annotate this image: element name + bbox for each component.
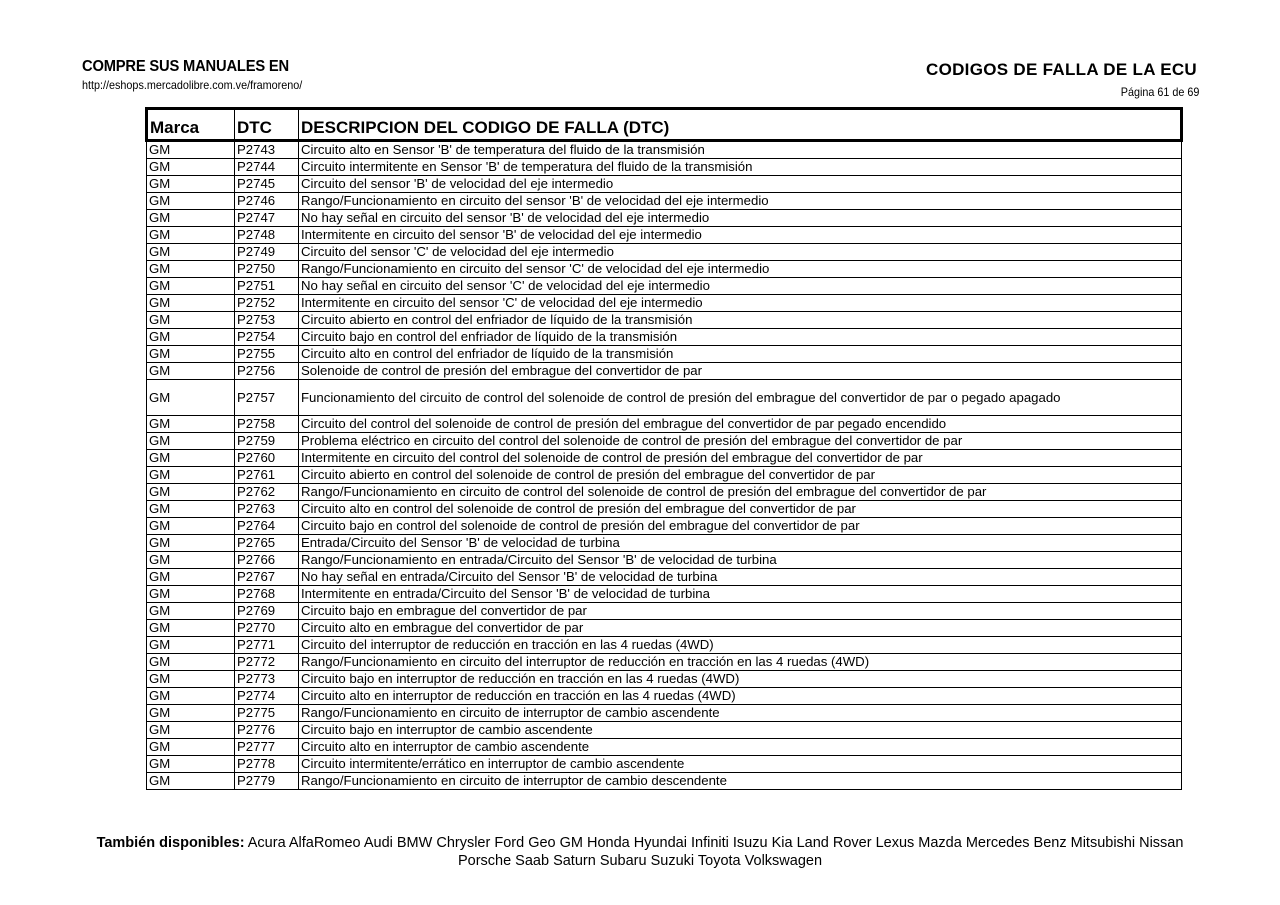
- column-header-dtc: DTC: [235, 109, 299, 141]
- cell-description: Circuito alto en control del solenoide de control de presión del embrague del convertidor de par: [299, 501, 1182, 518]
- cell-marca: GM: [147, 688, 235, 705]
- cell-description: Circuito alto en control del enfriador de líquido de la transmisión: [299, 346, 1182, 363]
- cell-description: Circuito bajo en embrague del convertidor de par: [299, 603, 1182, 620]
- cell-marca: GM: [147, 312, 235, 329]
- table-row: [147, 569, 1182, 586]
- cell-dtc-code: P2751: [235, 278, 299, 295]
- cell-description: Circuito del sensor 'C' de velocidad del eje intermedio: [299, 244, 1182, 261]
- table-row: [147, 603, 1182, 620]
- table-row: [147, 210, 1182, 227]
- cell-description: Rango/Funcionamiento en circuito de control del solenoide de control de presión del embrague del convertidor de par: [299, 484, 1182, 501]
- cell-description: Rango/Funcionamiento en circuito del sensor 'C' de velocidad del eje intermedio: [299, 261, 1182, 278]
- table-row: [147, 380, 1182, 416]
- cell-description: Rango/Funcionamiento en entrada/Circuito del Sensor 'B' de velocidad de turbina: [299, 552, 1182, 569]
- table-row: [147, 586, 1182, 603]
- table-row: [147, 722, 1182, 739]
- cell-dtc-code: P2756: [235, 363, 299, 380]
- table-row: [147, 535, 1182, 552]
- document-title: CODIGOS DE FALLA DE LA ECU: [926, 60, 1197, 79]
- cell-marca: GM: [147, 603, 235, 620]
- cell-marca: GM: [147, 620, 235, 637]
- table-row: [147, 501, 1182, 518]
- cell-dtc-code: P2777: [235, 739, 299, 756]
- cell-dtc-code: P2778: [235, 756, 299, 773]
- table-row: [147, 346, 1182, 363]
- cell-description: No hay señal en circuito del sensor 'C' de velocidad del eje intermedio: [299, 278, 1182, 295]
- cell-description: Circuito abierto en control del solenoide de control de presión del embrague del convertidor de par: [299, 467, 1182, 484]
- cell-dtc-code: P2773: [235, 671, 299, 688]
- cell-marca: GM: [147, 433, 235, 450]
- cell-marca: GM: [147, 329, 235, 346]
- table-row: [147, 176, 1182, 193]
- table-row: [147, 193, 1182, 210]
- cell-description: Circuito del control del solenoide de control de presión del embrague del convertidor de par pegado encendido: [299, 416, 1182, 433]
- table-row: [147, 671, 1182, 688]
- cell-description: Circuito bajo en interruptor de cambio ascendente: [299, 722, 1182, 739]
- cell-dtc-code: P2763: [235, 501, 299, 518]
- table-row: [147, 329, 1182, 346]
- cell-description: Circuito alto en Sensor 'B' de temperatura del fluido de la transmisión: [299, 141, 1182, 159]
- cell-marca: GM: [147, 227, 235, 244]
- cell-marca: GM: [147, 261, 235, 278]
- cell-marca: GM: [147, 278, 235, 295]
- table-row: [147, 739, 1182, 756]
- table-row: [147, 688, 1182, 705]
- cell-marca: GM: [147, 450, 235, 467]
- cell-description: Intermitente en circuito del sensor 'C' de velocidad del eje intermedio: [299, 295, 1182, 312]
- footer-label: También disponibles:: [96, 835, 245, 851]
- cell-dtc-code: P2754: [235, 329, 299, 346]
- cell-description: Circuito alto en embrague del convertidor de par: [299, 620, 1182, 637]
- column-header-marca: Marca: [147, 109, 235, 141]
- cell-marca: GM: [147, 501, 235, 518]
- table-row: [147, 312, 1182, 329]
- page-number: Página 61 de 69: [1120, 85, 1199, 99]
- cell-marca: GM: [147, 739, 235, 756]
- column-header-description: DESCRIPCION DEL CODIGO DE FALLA (DTC): [299, 109, 1182, 141]
- table-row: [147, 261, 1182, 278]
- table-row: [147, 518, 1182, 535]
- table-row: [147, 637, 1182, 654]
- cell-description: Rango/Funcionamiento en circuito de interruptor de cambio ascendente: [299, 705, 1182, 722]
- table-row: [147, 416, 1182, 433]
- cell-description: Rango/Funcionamiento en circuito del sensor 'B' de velocidad del eje intermedio: [299, 193, 1182, 210]
- cell-description: Circuito alto en interruptor de reducción en tracción en las 4 ruedas (4WD): [299, 688, 1182, 705]
- cell-marca: GM: [147, 159, 235, 176]
- cell-description: Circuito abierto en control del enfriador de líquido de la transmisión: [299, 312, 1182, 329]
- cell-marca: GM: [147, 671, 235, 688]
- cell-description: Circuito del sensor 'B' de velocidad del eje intermedio: [299, 176, 1182, 193]
- cell-dtc-code: P2761: [235, 467, 299, 484]
- store-url-link[interactable]: http://eshops.mercadolibre.com.ve/framoreno/: [82, 78, 303, 92]
- cell-dtc-code: P2748: [235, 227, 299, 244]
- cell-marca: GM: [147, 518, 235, 535]
- cell-dtc-code: P2768: [235, 586, 299, 603]
- cell-dtc-code: P2743: [235, 141, 299, 159]
- cell-marca: GM: [147, 637, 235, 654]
- cell-marca: GM: [147, 346, 235, 363]
- cell-marca: GM: [147, 380, 235, 416]
- cell-dtc-code: P2775: [235, 705, 299, 722]
- cell-dtc-code: P2779: [235, 773, 299, 790]
- cell-description: Circuito bajo en control del enfriador de líquido de la transmisión: [299, 329, 1182, 346]
- cell-dtc-code: P2744: [235, 159, 299, 176]
- cell-dtc-code: P2774: [235, 688, 299, 705]
- cell-dtc-code: P2764: [235, 518, 299, 535]
- cell-dtc-code: P2772: [235, 654, 299, 671]
- cell-description: Circuito del interruptor de reducción en tracción en las 4 ruedas (4WD): [299, 637, 1182, 654]
- cell-description: Problema eléctrico en circuito del control del solenoide de control de presión del embrague del convertidor de par: [299, 433, 1182, 450]
- cell-marca: GM: [147, 569, 235, 586]
- cell-marca: GM: [147, 210, 235, 227]
- dtc-table: [145, 107, 1183, 790]
- cell-description: Circuito bajo en interruptor de reducción en tracción en las 4 ruedas (4WD): [299, 671, 1182, 688]
- cell-dtc-code: P2769: [235, 603, 299, 620]
- store-title: COMPRE SUS MANUALES EN: [82, 58, 289, 75]
- cell-dtc-code: P2749: [235, 244, 299, 261]
- cell-dtc-code: P2747: [235, 210, 299, 227]
- table-row: [147, 227, 1182, 244]
- cell-marca: GM: [147, 535, 235, 552]
- cell-marca: GM: [147, 705, 235, 722]
- cell-marca: GM: [147, 552, 235, 569]
- cell-dtc-code: P2759: [235, 433, 299, 450]
- cell-marca: GM: [147, 586, 235, 603]
- table-row: [147, 552, 1182, 569]
- cell-marca: GM: [147, 773, 235, 790]
- table-row: [147, 705, 1182, 722]
- cell-marca: GM: [147, 363, 235, 380]
- cell-description: Rango/Funcionamiento en circuito del interruptor de reducción en tracción en las 4 ruedas (4WD): [299, 654, 1182, 671]
- cell-description: Rango/Funcionamiento en circuito de interruptor de cambio descendente: [299, 773, 1182, 790]
- table-row: [147, 141, 1182, 159]
- cell-dtc-code: P2760: [235, 450, 299, 467]
- cell-description: Intermitente en circuito del control del solenoide de control de presión del embrague del convertidor de par: [299, 450, 1182, 467]
- table-row: [147, 654, 1182, 671]
- cell-marca: GM: [147, 484, 235, 501]
- cell-dtc-code: P2767: [235, 569, 299, 586]
- cell-marca: GM: [147, 722, 235, 739]
- cell-dtc-code: P2753: [235, 312, 299, 329]
- cell-marca: GM: [147, 295, 235, 312]
- table-row: [147, 756, 1182, 773]
- cell-marca: GM: [147, 244, 235, 261]
- cell-dtc-code: P2752: [235, 295, 299, 312]
- footer-available-brands: [90, 834, 1190, 870]
- cell-marca: GM: [147, 193, 235, 210]
- cell-dtc-code: P2745: [235, 176, 299, 193]
- cell-description: Circuito intermitente en Sensor 'B' de temperatura del fluido de la transmisión: [299, 159, 1182, 176]
- cell-dtc-code: P2766: [235, 552, 299, 569]
- footer-brand-list: Acura AlfaRomeo Audi BMW Chrysler Ford Geo GM Honda Hyundai Infiniti Isuzu Kia Land Rover Lexus Mazda Mercedes Benz Mitsubishi Nissan Porsche Saab Saturn Subaru Suzuki Toyota Volkswagen: [247, 835, 1184, 869]
- cell-dtc-code: P2755: [235, 346, 299, 363]
- cell-marca: GM: [147, 416, 235, 433]
- cell-description: Intermitente en circuito del sensor 'B' de velocidad del eje intermedio: [299, 227, 1182, 244]
- cell-dtc-code: P2776: [235, 722, 299, 739]
- cell-dtc-code: P2765: [235, 535, 299, 552]
- cell-description: Funcionamiento del circuito de control del solenoide de control de presión del embrague del convertidor de par o pegado apagado: [299, 380, 1182, 416]
- table-row: [147, 278, 1182, 295]
- cell-dtc-code: P2770: [235, 620, 299, 637]
- cell-dtc-code: P2757: [235, 380, 299, 416]
- cell-dtc-code: P2771: [235, 637, 299, 654]
- cell-marca: GM: [147, 654, 235, 671]
- cell-dtc-code: P2758: [235, 416, 299, 433]
- cell-dtc-code: P2762: [235, 484, 299, 501]
- cell-marca: GM: [147, 467, 235, 484]
- cell-dtc-code: P2746: [235, 193, 299, 210]
- cell-description: Circuito alto en interruptor de cambio ascendente: [299, 739, 1182, 756]
- table-row: [147, 295, 1182, 312]
- table-row: [147, 450, 1182, 467]
- cell-description: Solenoide de control de presión del embrague del convertidor de par: [299, 363, 1182, 380]
- table-row: [147, 159, 1182, 176]
- table-row: [147, 363, 1182, 380]
- table-row: [147, 244, 1182, 261]
- cell-description: No hay señal en circuito del sensor 'B' de velocidad del eje intermedio: [299, 210, 1182, 227]
- cell-description: Circuito bajo en control del solenoide de control de presión del embrague del convertidor de par: [299, 518, 1182, 535]
- cell-marca: GM: [147, 176, 235, 193]
- table-body: [147, 141, 1182, 790]
- table-row: [147, 433, 1182, 450]
- table-row: [147, 467, 1182, 484]
- cell-dtc-code: P2750: [235, 261, 299, 278]
- cell-description: Entrada/Circuito del Sensor 'B' de velocidad de turbina: [299, 535, 1182, 552]
- cell-description: Intermitente en entrada/Circuito del Sensor 'B' de velocidad de turbina: [299, 586, 1182, 603]
- table-row: [147, 484, 1182, 501]
- cell-description: No hay señal en entrada/Circuito del Sensor 'B' de velocidad de turbina: [299, 569, 1182, 586]
- cell-description: Circuito intermitente/errático en interruptor de cambio ascendente: [299, 756, 1182, 773]
- cell-marca: GM: [147, 141, 235, 159]
- cell-marca: GM: [147, 756, 235, 773]
- table-row: [147, 773, 1182, 790]
- table-row: [147, 620, 1182, 637]
- table-header-row: [147, 109, 1182, 141]
